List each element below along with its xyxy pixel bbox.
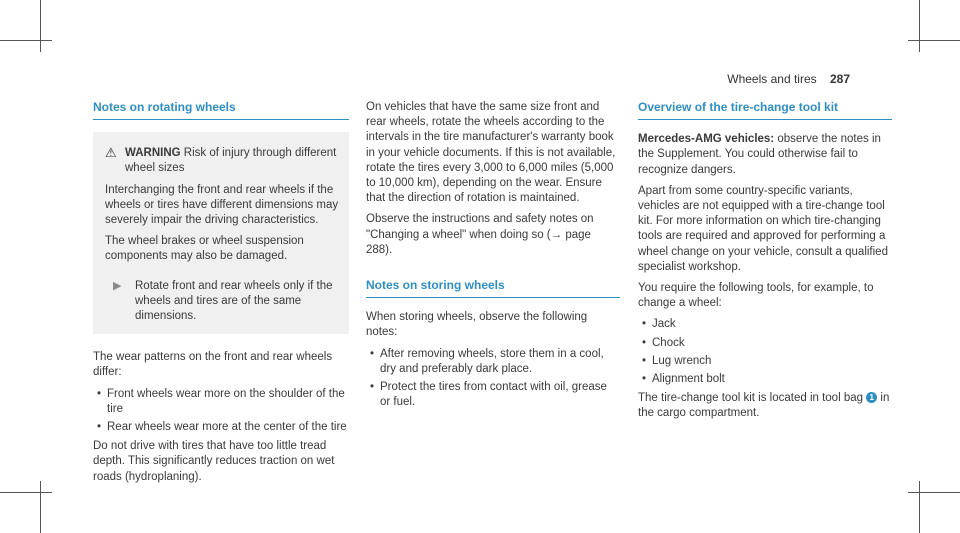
paragraph: When storing wheels, observe the following notes: xyxy=(366,311,588,339)
warning-triangle-icon: ⚠ xyxy=(105,145,117,161)
paragraph: Apart from some country-specific variants, vehicles are not equipped with a tire-change tool kit. For more information on which tire-changing tools are required and approved for performing a wheel change on your vehicle, consult a qualified specialist workshop. xyxy=(638,184,888,273)
crop-mark xyxy=(40,481,41,533)
play-arrow-icon: ▶ xyxy=(113,279,122,292)
list-item: • Protect the tires from contact with oil, grease or fuel. xyxy=(370,381,607,409)
crop-mark xyxy=(0,40,52,41)
section-title: Wheels and tires xyxy=(727,72,817,86)
bullet-list xyxy=(366,347,620,411)
paragraph: Mercedes-AMG vehicles: observe the notes in the Supplement. You could otherwise fail to recognize dangers. xyxy=(638,133,881,176)
warning-box xyxy=(93,132,349,334)
paragraph: On vehicles that have the same size front and rear wheels, rotate the wheels according to the intervals in the tire manufacturer's warranty book in your vehicle documents. If this is not available, rotate the tires every 3,000 to 6,000 miles (5,000 to 10,000 km), depending on the wear. Ensure that the direction of rotation is maintained. xyxy=(366,101,616,205)
list-item: • After removing wheels, store them in a cool, dry and preferably dark place. xyxy=(370,347,604,375)
column-rotation-storage xyxy=(366,100,620,414)
list-item: • Alignment bolt xyxy=(642,373,725,386)
crop-mark xyxy=(908,40,960,41)
list-item: • Front wheels wear more on the shoulder of the tire xyxy=(97,387,345,415)
paragraph: The tire-change tool kit is located in tool bag 1 in the cargo compartment. xyxy=(638,392,890,420)
section-heading: Overview of the tire-change tool kit xyxy=(638,100,892,120)
warning-paragraph: The wheel brakes or wheel suspension components may also be damaged. xyxy=(105,235,304,263)
column-tool-kit xyxy=(638,100,892,428)
paragraph: You require the following tools, for example, to change a wheel: xyxy=(638,282,874,310)
crop-mark xyxy=(40,0,41,52)
paragraph: Do not drive with tires that have too little tread depth. This significantly reduces traction on wet roads (hydroplaning). xyxy=(93,440,335,483)
list-item: • Chock xyxy=(642,336,685,349)
crop-mark xyxy=(919,481,920,533)
list-item: • Rear wheels wear more at the center of the tire xyxy=(97,421,347,434)
page-header xyxy=(727,72,850,86)
crop-mark xyxy=(908,492,960,493)
warning-paragraph: Interchanging the front and rear wheels if the wheels or tires have different dimensions may severely impair the driving characteristics. xyxy=(105,183,339,227)
list-item: • Jack xyxy=(642,318,676,331)
amg-label: Mercedes-AMG vehicles: xyxy=(638,133,775,146)
tool-list xyxy=(638,317,892,387)
crop-mark xyxy=(919,0,920,52)
column-rotating-wheels xyxy=(93,100,349,491)
callout-badge: 1 xyxy=(866,392,877,403)
list-item: • Lug wrench xyxy=(642,354,712,367)
action-step xyxy=(105,279,339,325)
section-heading: Notes on storing wheels xyxy=(366,278,620,298)
warning-text: Risk of injury through different wheel sizes xyxy=(125,147,337,175)
action-text: Rotate front and rear wheels only if the wheels and tires are of the same dimensions. xyxy=(135,279,333,323)
page-number: 287 xyxy=(829,72,850,86)
paragraph: The wear patterns on the front and rear wheels differ: xyxy=(93,351,333,379)
bullet-list xyxy=(93,387,349,436)
section-heading: Notes on rotating wheels xyxy=(93,100,349,120)
crop-mark xyxy=(0,492,52,493)
paragraph: Observe the instructions and safety notes on "Changing a wheel" when doing so (→ page 288). xyxy=(366,213,594,256)
warning-label: WARNING xyxy=(125,147,181,160)
